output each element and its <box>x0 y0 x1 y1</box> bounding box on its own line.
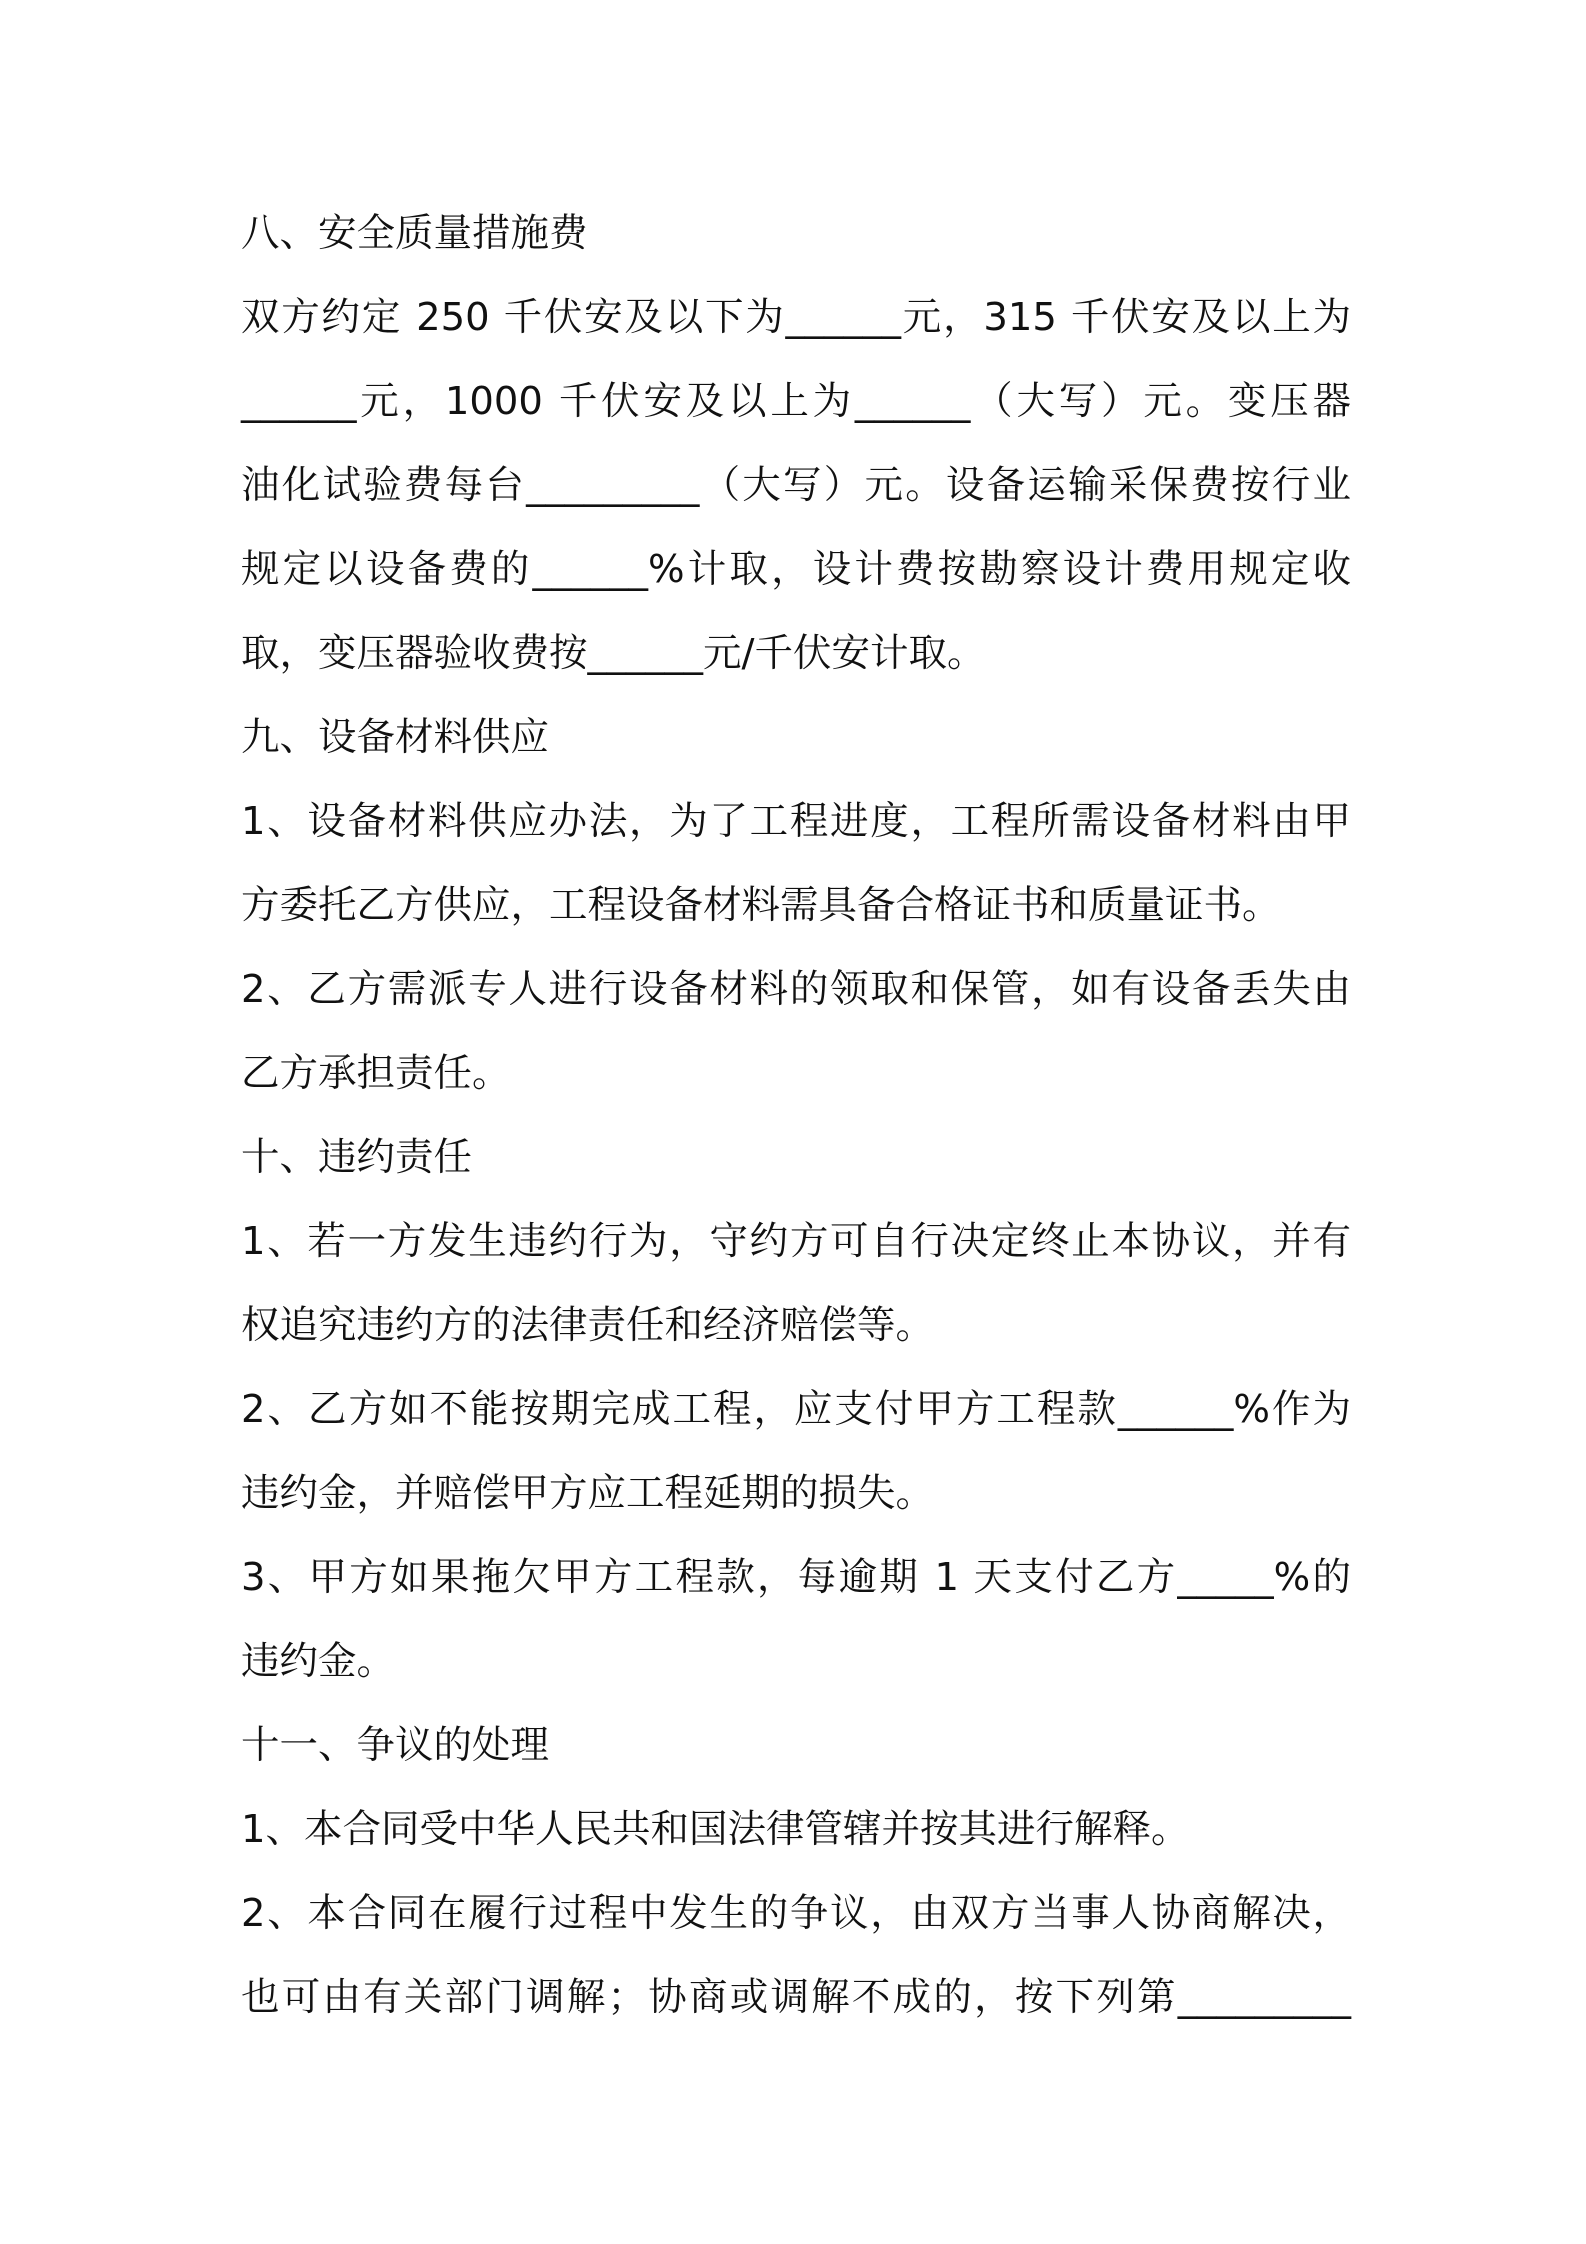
paragraph-line: 油化试验费每台_________（大写）元。设备运输采保费按行业 <box>241 463 1351 508</box>
paragraph-line: 双方约定 250 千伏安及以下为______元，315 千伏安及以上为 <box>241 295 1351 340</box>
paragraph-line: 2、乙方如不能按期完成工程，应支付甲方工程款______%作为 <box>241 1387 1351 1432</box>
paragraph-line: 1、设备材料供应办法，为了工程进度，工程所需设备材料由甲 <box>241 799 1351 844</box>
paragraph-line: 1、本合同受中华人民共和国法律管辖并按其进行解释。 <box>241 1807 1190 1852</box>
section-heading: 九、设备材料供应 <box>241 715 550 760</box>
paragraph-line: 2、乙方需派专人进行设备材料的领取和保管，如有设备丢失由 <box>241 967 1351 1012</box>
paragraph-line: 也可由有关部门调解；协商或调解不成的，按下列第_________ <box>241 1975 1351 2020</box>
paragraph-line: 3、甲方如果拖欠甲方工程款，每逾期 1 天支付乙方_____%的 <box>241 1555 1351 1600</box>
paragraph-line: ______元，1000 千伏安及以上为______（大写）元。变压器 <box>241 379 1351 424</box>
paragraph-line: 违约金。 <box>241 1639 396 1684</box>
paragraph-line: 方委托乙方供应，工程设备材料需具备合格证书和质量证书。 <box>241 883 1281 928</box>
paragraph-line: 权追究违约方的法律责任和经济赔偿等。 <box>241 1303 935 1348</box>
section-heading: 十、违约责任 <box>241 1135 473 1180</box>
paragraph-line: 2、本合同在履行过程中发生的争议，由双方当事人协商解决， <box>241 1891 1351 1936</box>
paragraph-line: 规定以设备费的______%计取，设计费按勘察设计费用规定收 <box>241 547 1351 592</box>
section-heading: 八、安全质量措施费 <box>241 211 588 256</box>
paragraph-line: 取，变压器验收费按______元/千伏安计取。 <box>241 631 986 676</box>
document-body <box>241 192 1351 2040</box>
paragraph-line: 1、若一方发生违约行为，守约方可自行决定终止本协议，并有 <box>241 1219 1351 1264</box>
paragraph-line: 违约金，并赔偿甲方应工程延期的损失。 <box>241 1471 935 1516</box>
section-heading: 十一、争议的处理 <box>241 1723 550 1768</box>
paragraph-line: 乙方承担责任。 <box>241 1051 511 1096</box>
